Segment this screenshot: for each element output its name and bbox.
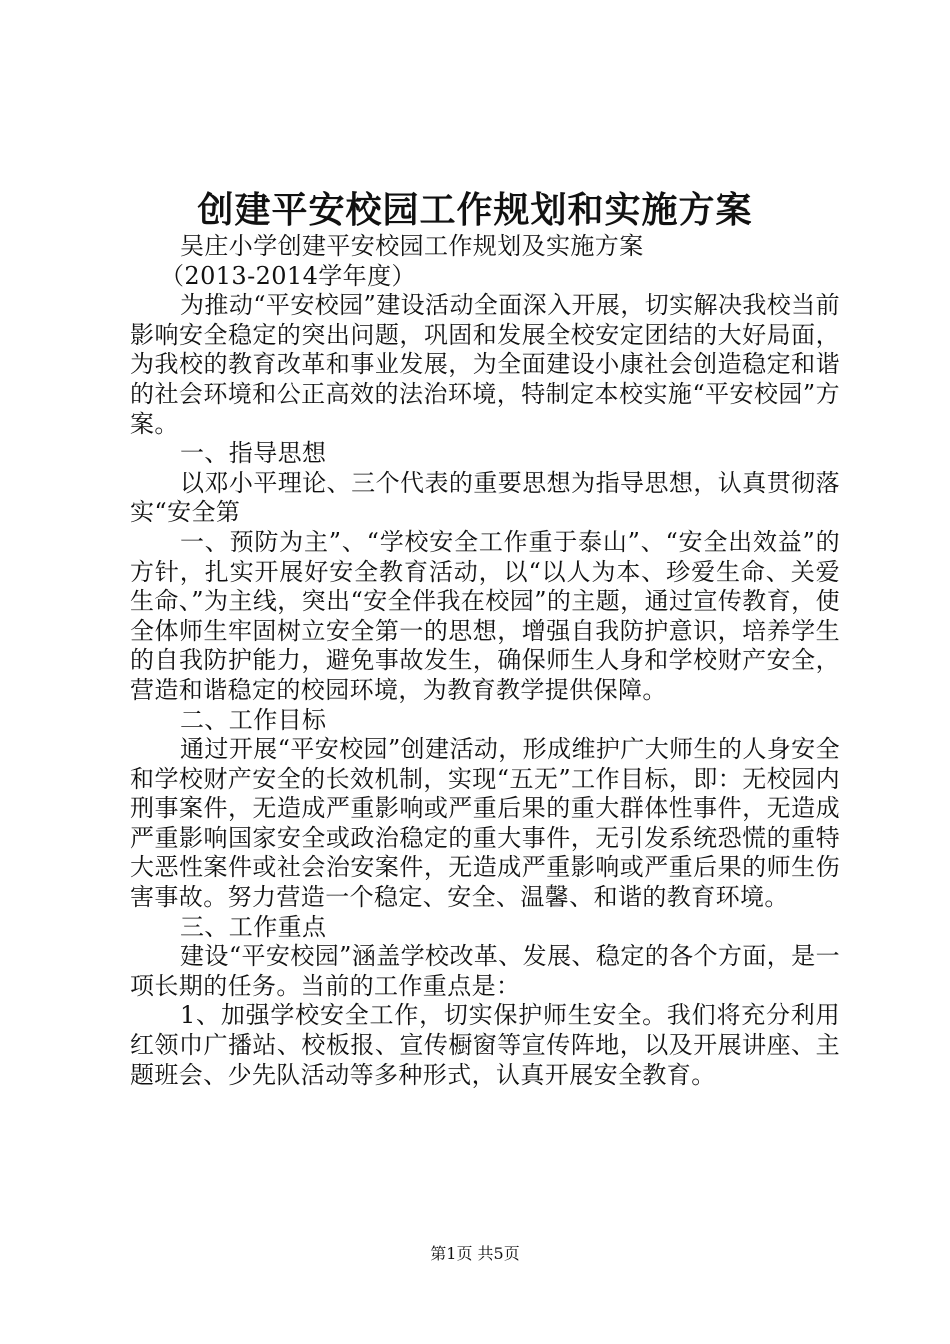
paragraph-work-goals: 通过开展“平安校园”创建活动，形成维护广大师生的人身安全和学校财产安全的长效机制，实现“五无”工作目标，即：无校园内刑事案件，无造成严重影响或严重后果的重大群体性事件，无造成严重影响国家安全或政治稳定的重大事件，无引发系统恐慌的重特大恶性案件或社会治安案件，无造成严重影响或严重后果的师生伤害事故。努力营造一个稳定、安全、温馨、和谐的教育环境。 (130, 735, 840, 912)
paragraph-guiding-thought-continued: 一、预防为主”、“学校安全工作重于泰山”、“安全出效益”的方针，扎实开展好安全教育活动，以“以人为本、珍爱生命、关爱生命、”为主线，突出“安全伴我在校园”的主题，通过宣传教育，使全体师生牢固树立安全第一的思想，增强自我防护意识，培养学生的自我防护能力，避免事故发生，确保师生人身和学校财产安全，营造和谐稳定的校园环境，为教育教学提供保障。 (130, 527, 840, 704)
section-heading-guiding-thought: 一、指导思想 (180, 439, 327, 468)
page-footer: 第1页 共5页 (430, 1244, 520, 1263)
document-body (130, 232, 840, 1090)
paragraph-item-1: 1、加强学校安全工作，切实保护师生安全。我们将充分利用红领巾广播站、校板报、宣传橱窗等宣传阵地，以及开展讲座、主题班会、少先队活动等多种形式，认真开展安全教育。 (130, 1001, 840, 1089)
section-heading-work-focus: 三、工作重点 (180, 912, 327, 941)
section-heading-work-goals: 二、工作目标 (180, 705, 327, 734)
subtitle: 吴庄小学创建平安校园工作规划及实施方案 (180, 232, 644, 260)
paragraph-work-focus: 建设“平安校园”涵盖学校改革、发展、稳定的各个方面，是一项长期的任务。当前的工作重点是： (130, 942, 840, 1000)
document-title: 创建平安校园工作规划和实施方案 (197, 189, 753, 231)
paragraph-guiding-thought: 以邓小平理论、三个代表的重要思想为指导思想，认真贯彻落实“安全第 (130, 468, 840, 527)
paragraph-intro: 为推动“平安校园”建设活动全面深入开展，切实解决我校当前影响安全稳定的突出问题，巩固和发展全校安定团结的大好局面，为我校的教育改革和事业发展，为全面建设小康社会创造稳定和谐的社会环境和公正高效的法治环境，特制定本校实施“平安校园”方案。 (130, 291, 840, 438)
school-year: （2013-2014学年度） (160, 261, 416, 290)
